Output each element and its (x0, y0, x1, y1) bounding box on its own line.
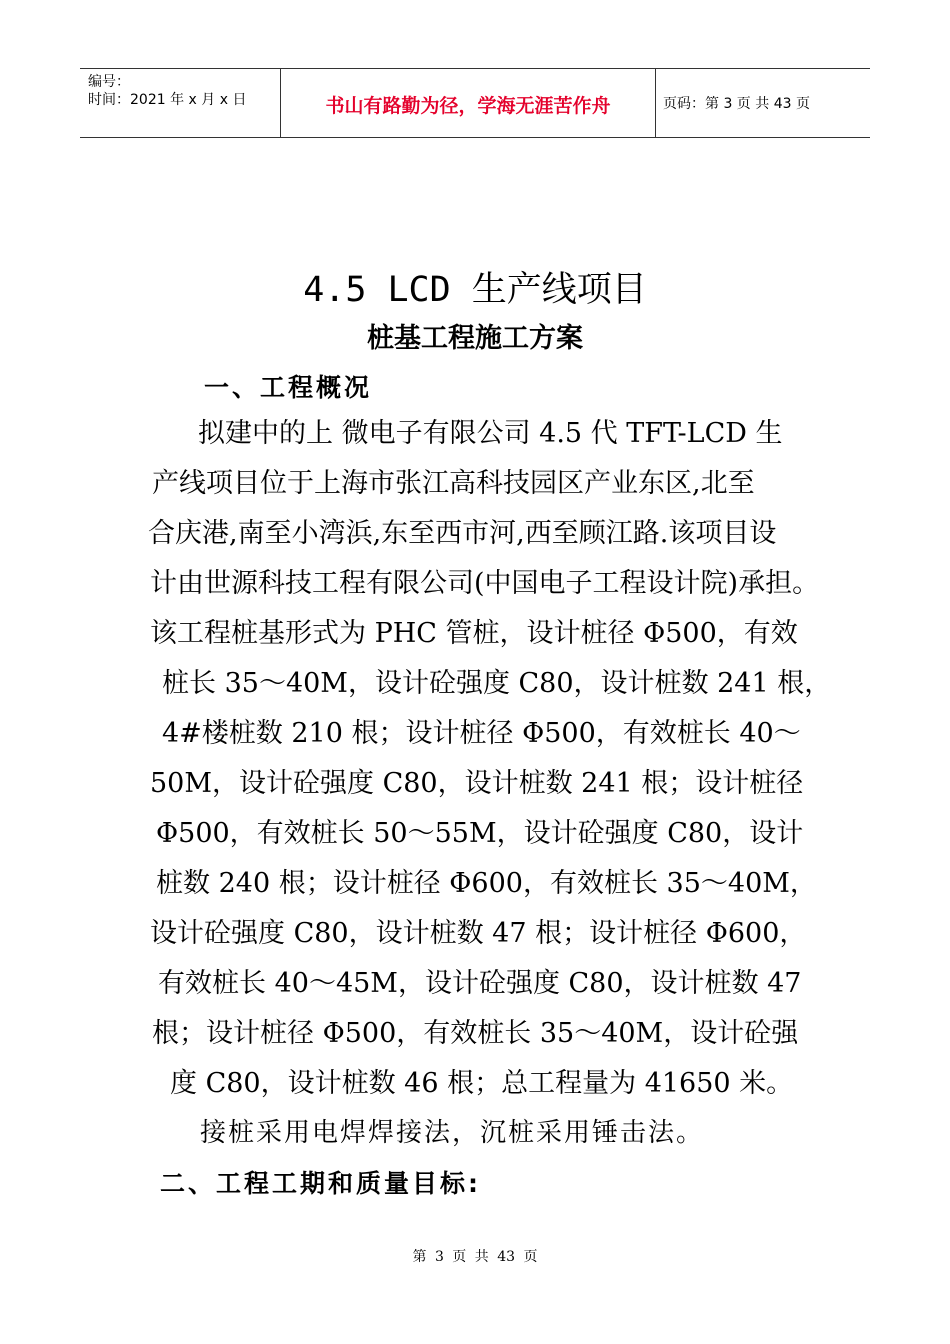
paragraph-line: 该工程桩基形式为 PHC 管桩，设计桩径 Φ500，有效 (150, 618, 798, 649)
paragraph-line: 有效桩长 40～45M，设计砼强度 C80，设计桩数 47 (158, 968, 802, 999)
document-number-label: 编号： (88, 74, 130, 90)
paragraph-line: 度 C80，设计桩数 46 根；总工程量为 41650 米。 (170, 1068, 794, 1099)
page-header (80, 68, 870, 138)
section-2-heading: 二、工程工期和质量目标: (160, 1169, 481, 1198)
document-date-label: 时间：2021 年 x 月 x 日 (88, 92, 247, 108)
paragraph-line: 50M，设计砼强度 C80，设计桩数 241 根；设计桩径 (150, 768, 804, 799)
header-page-label: 页码：第 3 页 共 43 页 (663, 96, 810, 112)
paragraph-line: 4#楼桩数 210 根；设计桩径 Φ500，有效桩长 40～ (162, 718, 801, 749)
paragraph-line: 产线项目位于上海市张江高科技园区产业东区,北至 (152, 468, 755, 499)
document-subtitle: 桩基工程施工方案 (367, 323, 583, 354)
header-right-cell (655, 69, 870, 137)
paragraph-line: 桩数 240 根；设计桩径 Φ600，有效桩长 35～40M， (156, 868, 817, 899)
paragraph-line: 计由世源科技工程有限公司(中国电子工程设计院)承担。 (150, 568, 820, 599)
paragraph-line: 根；设计桩径 Φ500，有效桩长 35～40M，设计砼强 (152, 1018, 799, 1049)
page-footer: 第 3 页 共 43 页 (412, 1249, 538, 1265)
header-center-cell (280, 69, 656, 137)
header-left-cell (80, 69, 280, 137)
paragraph-line: 合庆港,南至小湾浜,东至西市河,西至顾江路.该项目设 (148, 518, 777, 549)
paragraph-line: Φ500，有效桩长 50～55M，设计砼强度 C80，设计 (156, 818, 804, 849)
document-title: 4.5 LCD 生产线项目 (303, 270, 647, 310)
section-1-heading: 一、工程概况 (204, 373, 373, 402)
paragraph-line: 设计砼强度 C80，设计桩数 47 根；设计桩径 Φ600， (150, 918, 807, 949)
header-motto: 书山有路勤为径，学海无涯苦作舟 (325, 95, 611, 117)
section-1-paragraph-2: 接桩采用电焊焊接法，沉桩采用锤击法。 (200, 1118, 705, 1148)
paragraph-line: 桩长 35～40M，设计砼强度 C80，设计桩数 241 根， (162, 668, 832, 699)
paragraph-line: 拟建中的上 微电子有限公司 4.5 代 TFT-LCD 生 (198, 418, 783, 449)
